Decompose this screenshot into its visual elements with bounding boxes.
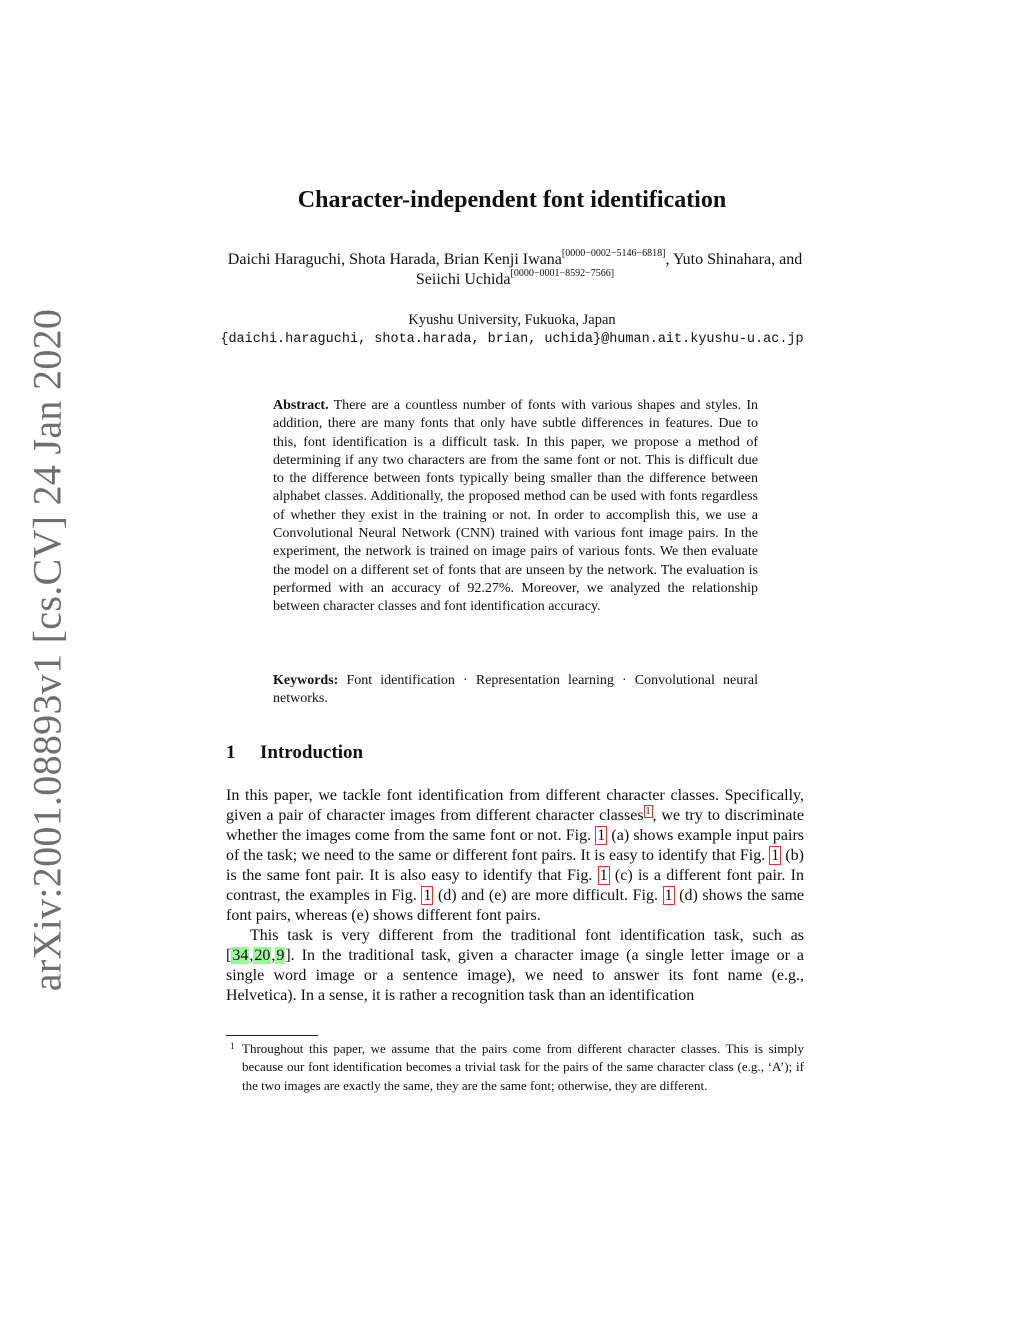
footnote-rule: [226, 1035, 318, 1036]
abstract-text: There are a countless number of fonts with various shapes and styles. In addition, there are many fonts that only have subtle differences in features. Due to this, font identification is a difficult task. In this paper, we propose a method of determining if any two characters are from the same font or not. This is difficult due to the difference between fonts typically being smaller than the difference between alphabet classes. Additionally, the proposed method can be used with fonts regardless of whether they exist in the training or not. In order to accomplish this, we use a Convolutional Neural Network (CNN) trained with various font image pairs. In the experiment, the network is trained on image pairs of various fonts. We then evaluate the model on a different set of fonts that are unseen by the network. The evaluation is performed with an accuracy of 92.27%. Moreover, we analyzed the relationship between character classes and font identification accuracy.: [273, 398, 758, 615]
footnote: [226, 1040, 804, 1095]
text-run: ]. In the traditional task, given a character image (a single letter image or a single word image or a sentence image), we need to answer its font name (e.g., Helvetica). In a sense, it is rather a recognition task than an identification: [226, 947, 804, 1004]
footnote-link[interactable]: 1: [645, 806, 651, 817]
paper-title: Character-independent font identification: [297, 187, 727, 213]
abstract: [273, 397, 758, 617]
citation-link[interactable]: 20: [254, 947, 271, 964]
arxiv-watermark: arXiv:2001.08893v1 [cs.CV] 24 Jan 2020: [24, 308, 70, 992]
section-title: Introduction: [260, 742, 364, 763]
text-run: (d) and (e) are more difficult. Fig.: [433, 887, 658, 904]
text-run: , we try to discriminate whether the images come from the same font or not. Fig.: [226, 807, 804, 844]
author-list: [220, 247, 810, 290]
citation-link[interactable]: 9: [276, 947, 285, 964]
figure-link[interactable]: 1: [597, 827, 606, 844]
citation-separator: ,: [271, 947, 276, 964]
footnote-mark: 1: [230, 1041, 235, 1051]
abstract-label: Abstract.: [273, 398, 329, 413]
text-run: In this paper, we tackle font identification from different character classes. Specifically, given a pair of character images from different character classes: [226, 787, 804, 824]
orcid-uchida: [0000−0001−8592−7566]: [510, 267, 615, 279]
keywords: [273, 672, 758, 709]
citation-separator: ,: [249, 947, 254, 964]
paragraph-1: [226, 786, 804, 926]
text-run: (a) shows example input pairs of the task; we need to the same or different font pairs. It is easy to identify that Fig.: [226, 827, 805, 864]
author-emails: {daichi.haraguchi, shota.harada, brian, uchida}@human.ait.kyushu-u.ac.jp: [220, 332, 804, 347]
figure-link[interactable]: 1: [664, 887, 673, 904]
text-run: (d) shows the same font pairs, whereas (e) shows different font pairs.: [226, 887, 805, 924]
affiliation-block: [0, 311, 1024, 349]
text-run: (c) is a different font pair. In contrast, the examples in Fig.: [226, 867, 805, 904]
figure-link[interactable]: 1: [771, 847, 780, 864]
section-heading: [226, 742, 363, 764]
figure-link[interactable]: 1: [599, 867, 608, 884]
text-run: (b) is the same font pair. It is also easy to identify that Fig.: [226, 847, 805, 884]
figure-link[interactable]: 1: [423, 887, 432, 904]
section-number: 1: [226, 742, 236, 763]
orcid-iwana: [0000−0002−5146−6818]: [561, 247, 666, 259]
text-run: This task is very different from the traditional font identification task, such as [: [226, 927, 804, 964]
keywords-text: Font identification · Representation learning · Convolutional neural networks.: [273, 673, 758, 707]
citation-link[interactable]: 34: [232, 947, 249, 964]
authors-part-2: , Yuto Shinahara, and Seiichi Uchida: [415, 251, 803, 288]
introduction-body: [226, 786, 804, 1006]
affiliation: Kyushu University, Fukuoka, Japan: [408, 312, 616, 328]
footnote-text: Throughout this paper, we assume that the pairs come from different character classes. This is simply because our font identification becomes a trivial task for the pairs of the same character class (e.g., ‘A’); if the two images are exactly the same, they are the same font; otherwise, they are different.: [242, 1041, 804, 1093]
authors-part-1: Daichi Haraguchi, Shota Harada, Brian Kenji Iwana: [227, 251, 562, 268]
paragraph-2: [226, 926, 804, 1006]
keywords-label: Keywords:: [273, 673, 339, 688]
